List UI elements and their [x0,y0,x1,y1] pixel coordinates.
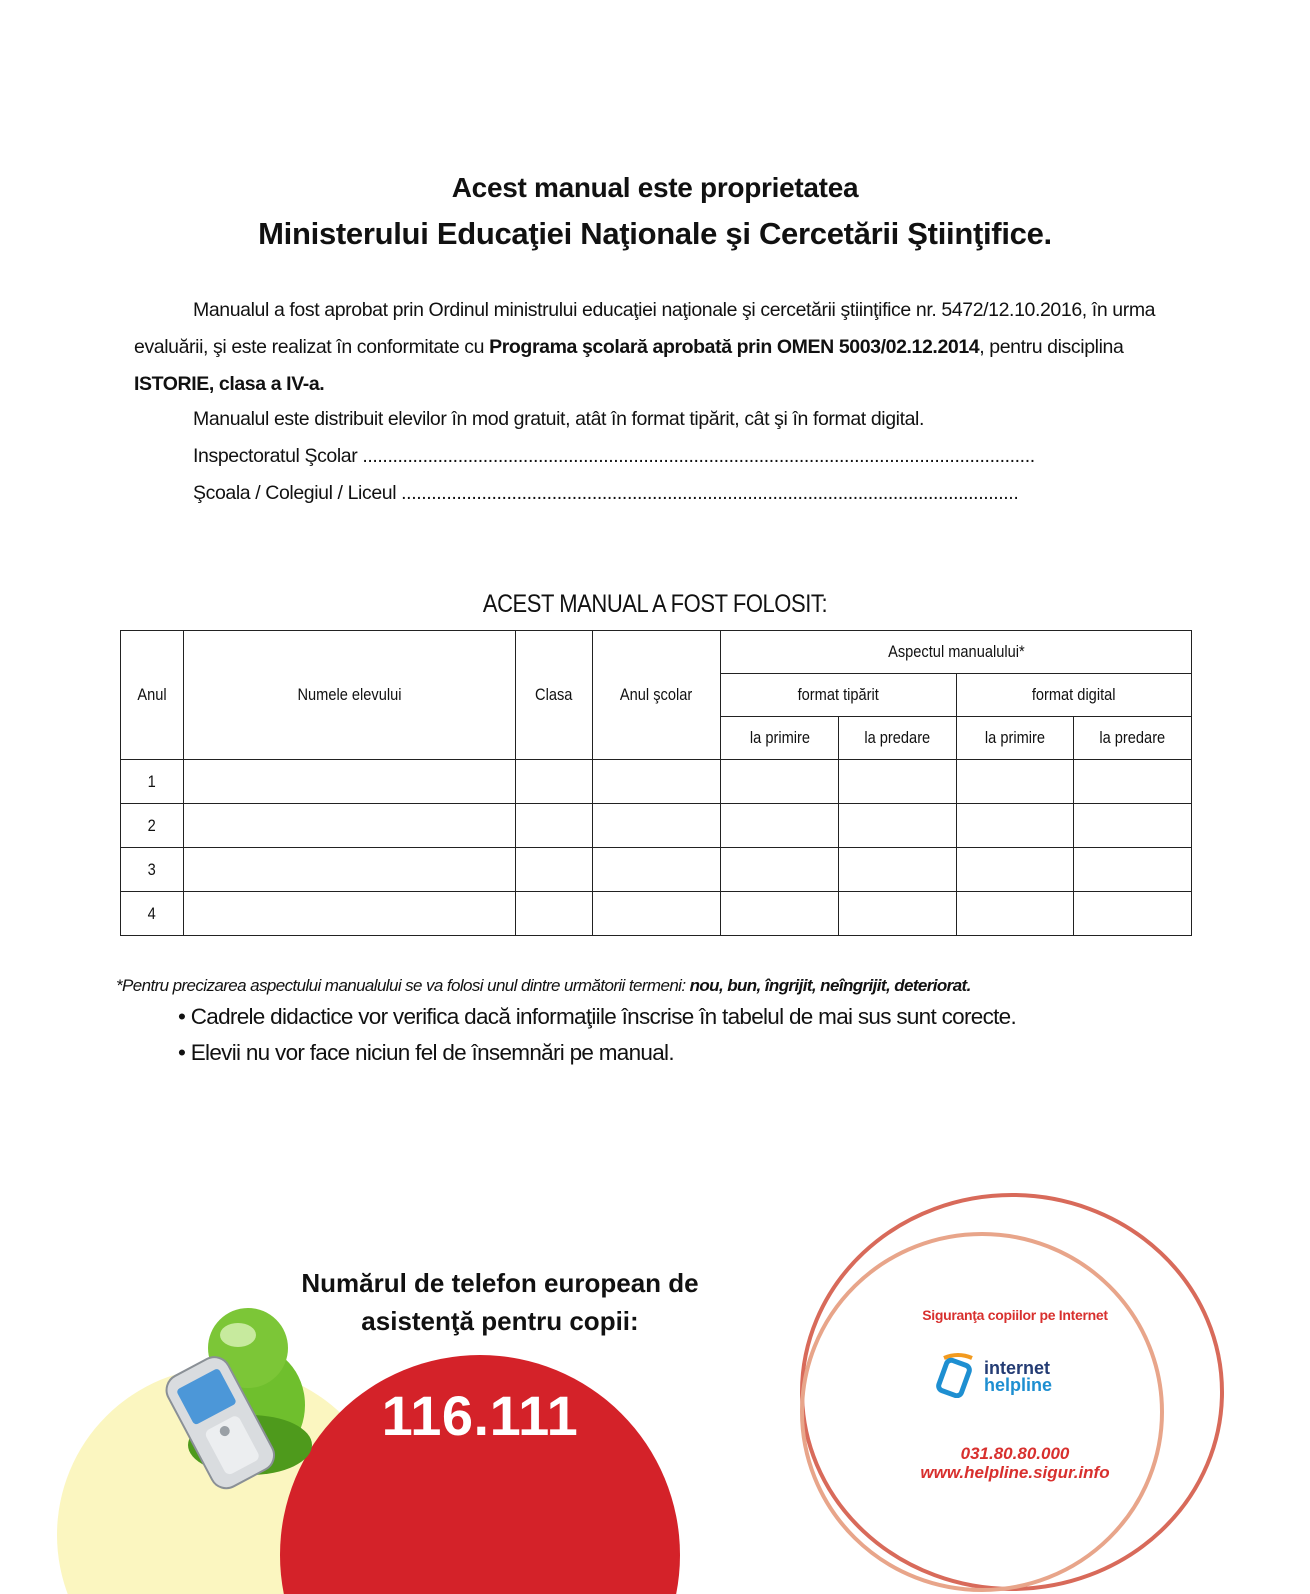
bottom-graphics [0,1180,1310,1594]
helpline-logo-line1: internet [984,1358,1051,1378]
cell-anul-scolar[interactable] [592,892,721,936]
scoala-field: Şcoala / Colegiul / Liceul ........................................................................................................................... [193,482,1019,504]
aspect-note [116,976,971,996]
heading-line1: Acest manual este proprietatea [451,172,859,203]
table-row [121,760,1192,804]
header-numele-elevului: Numele elevului [183,631,515,760]
aspect-note-terms: nou, bun, îngrijit, neîngrijit, deteriorat. [689,976,971,995]
table-row [121,892,1192,936]
inspectorat-field: Inspectoratul Şcolar ...................................................................................................................................... [193,445,1035,467]
cell-digital-predare[interactable] [1074,760,1192,804]
header-digital-primire: la primire [956,717,1074,760]
cell-digital-primire[interactable] [956,760,1074,804]
distribution-note: Manualul este distribuit elevilor în mod gratuit, atât în format tipărit, cât şi în format digital. [193,408,924,430]
header-aspect: Aspectul manualului* [721,631,1192,674]
intro-text-start: Manualul a fost aprobat prin Ordinul ministrului educaţiei naţionale şi cercetării ştiinţifice nr. 5472/12.10.2016, în urma evaluării, şi este realizat în conformitate cu [134,299,1156,358]
cell-tiparit-predare[interactable] [839,760,957,804]
cell-numele[interactable] [183,804,515,848]
cell-digital-predare[interactable] [1074,848,1192,892]
row-number: 1 [121,760,184,804]
header-clasa: Clasa [515,631,592,760]
cell-tiparit-primire[interactable] [721,804,839,848]
aspect-note-text: *Pentru precizarea aspectului manualului se va folosi unul dintre următorii termeni: [116,976,690,995]
ring-inner [802,1234,1162,1590]
cell-clasa[interactable] [515,760,592,804]
cell-anul-scolar[interactable] [592,760,721,804]
cell-tiparit-predare[interactable] [839,848,957,892]
intro-programa: Programa şcolară aprobată prin OMEN 5003/02.12.2014 [489,336,980,358]
internet-helpline-site[interactable]: www.helpline.sigur.info [920,1463,1110,1482]
cell-digital-primire[interactable] [956,804,1074,848]
header-format-digital: format digital [956,674,1191,717]
cell-clasa[interactable] [515,804,592,848]
cell-clasa[interactable] [515,848,592,892]
header-digital-predare: la predare [1074,717,1192,760]
cell-numele[interactable] [183,848,515,892]
intro-paragraph [134,292,1194,403]
helpline-logo-line2: helpline [984,1375,1053,1395]
cell-numele[interactable] [183,760,515,804]
cell-numele[interactable] [183,892,515,936]
header-anul-scolar: Anul şcolar [592,631,721,760]
eu-helpline-number: 116.111 [381,1384,579,1447]
cell-digital-predare[interactable] [1074,804,1192,848]
cell-anul-scolar[interactable] [592,848,721,892]
row-number: 2 [121,804,184,848]
usage-table [120,630,1192,936]
cell-tiparit-primire[interactable] [721,848,839,892]
table-row [121,804,1192,848]
row-number: 4 [121,892,184,936]
header-tiparit-predare: la predare [839,717,957,760]
intro-discipline: ISTORIE, clasa a IV-a. [134,373,325,395]
cell-tiparit-primire[interactable] [721,892,839,936]
cell-digital-primire[interactable] [956,892,1074,936]
cell-tiparit-primire[interactable] [721,760,839,804]
cell-digital-primire[interactable] [956,848,1074,892]
eu-helpline-title-line1: Numărul de telefon european de [301,1268,699,1298]
bullet-no-notes: • Elevii nu vor face niciun fel de însemnări pe manual. [178,1040,674,1065]
cell-tiparit-predare[interactable] [839,892,957,936]
internet-safety-caption: Siguranţa copiilor pe Internet [922,1307,1108,1323]
header-tiparit-primire: la primire [721,717,839,760]
heading-line2: Ministerului Educaţiei Naţionale şi Cercetării Ştiinţifice. [258,216,1052,251]
table-row [121,848,1192,892]
cell-anul-scolar[interactable] [592,804,721,848]
bullet-verify: • Cadrele didactice vor verifica dacă informaţiile înscrise în tabelul de mai sus sunt corecte. [178,1004,1017,1029]
cell-tiparit-predare[interactable] [839,804,957,848]
header-anul: Anul [121,631,184,760]
internet-helpline-phone: 031.80.80.000 [960,1444,1070,1463]
intro-text-mid: , pentru disciplina [979,336,1124,358]
cell-clasa[interactable] [515,892,592,936]
cell-digital-predare[interactable] [1074,892,1192,936]
eu-helpline-title-line2: asistenţă pentru copii: [361,1306,639,1336]
eu-helpline-title [250,1264,750,1340]
table-title: ACEST MANUAL A FOST FOLOSIT: [482,590,828,618]
row-number: 3 [121,848,184,892]
helpline-phone-icon [934,1352,982,1398]
header-format-tiparit: format tipărit [721,674,956,717]
